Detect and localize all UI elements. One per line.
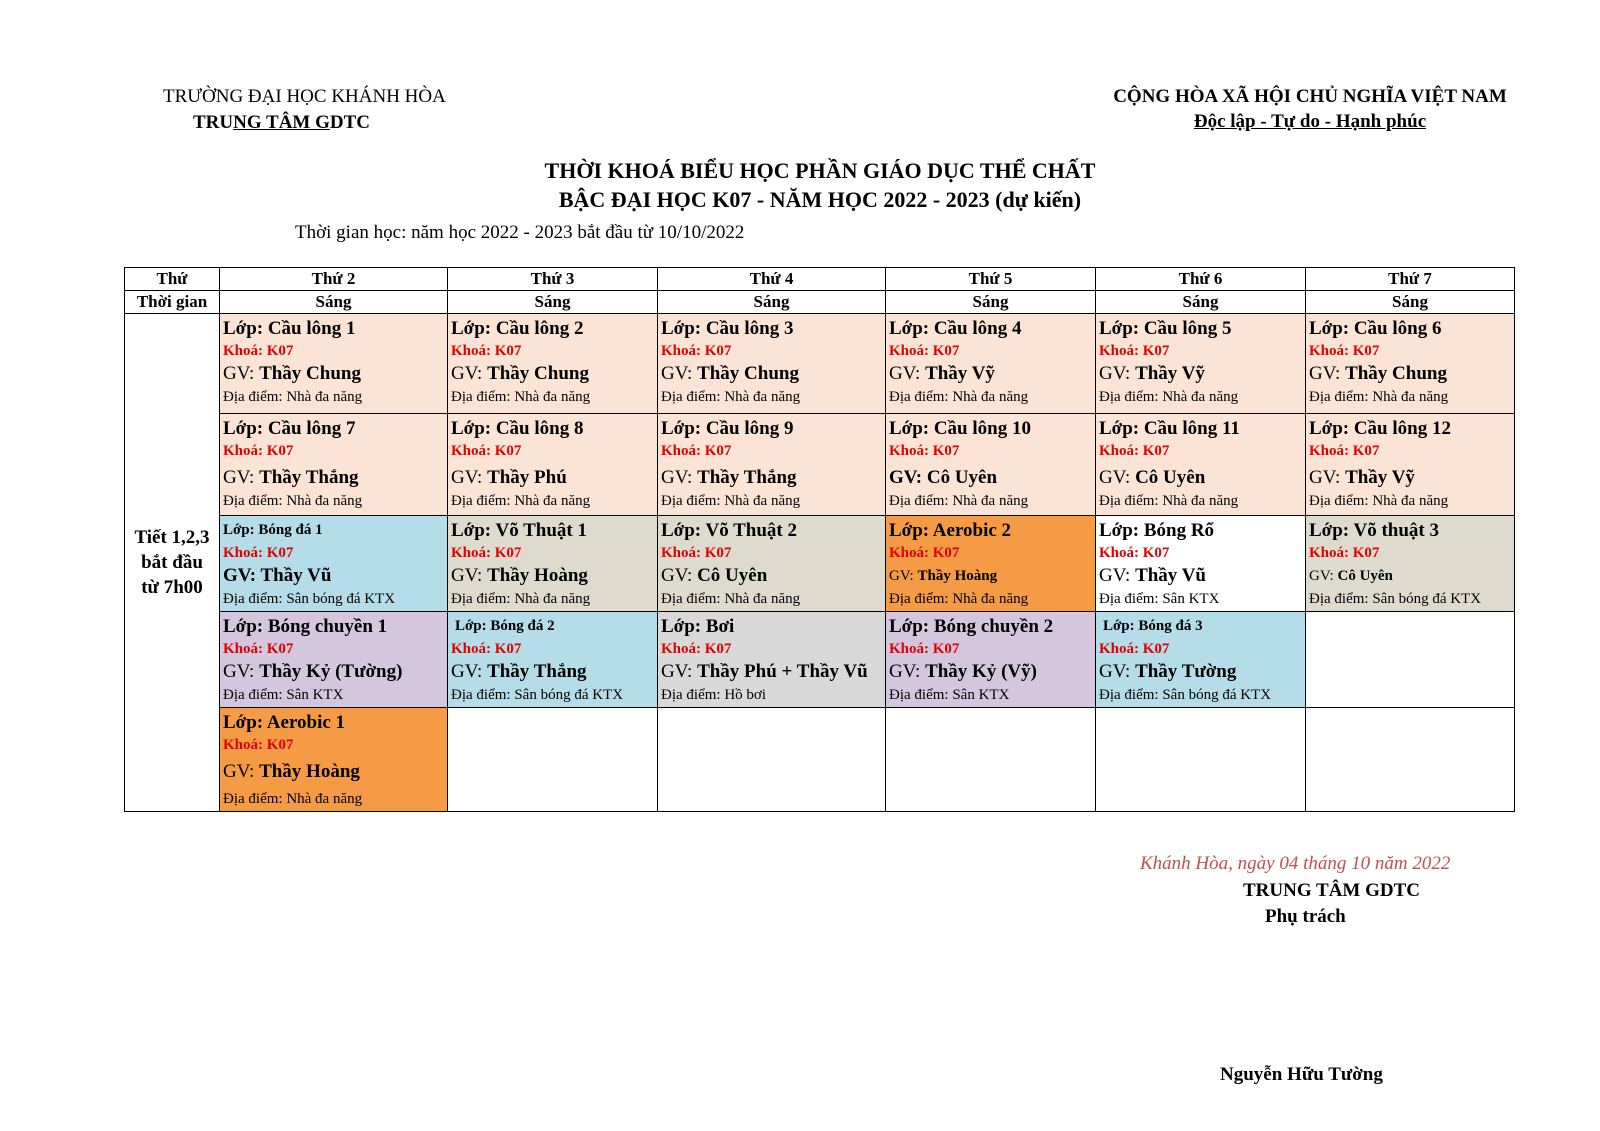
class-name: Lớp: Bóng chuyền 1 [223,616,388,637]
class-teacher: GV: Thầy Vỹ [1099,363,1205,384]
class-name: Lớp: Cầu lông 6 [1309,318,1442,339]
time-line: Tiết 1,2,3 [134,527,210,548]
class-cohort: Khoá: K07 [889,443,960,459]
class-cohort: Khoá: K07 [1099,545,1170,561]
class-location: Địa điểm: Nhà đa năng [889,493,1029,509]
session-header: Sáng [448,291,658,314]
class-cell [658,612,886,708]
time-slot [125,314,220,812]
class-location: Địa điểm: Nhà đa năng [451,389,591,405]
class-name: Lớp: Cầu lông 12 [1309,418,1451,439]
class-name: Lớp: Aerobic 1 [223,712,346,733]
empty-cell [886,708,1096,812]
class-teacher: GV: Thầy Chung [223,363,361,384]
class-cohort: Khoá: K07 [1099,343,1170,359]
class-name: Lớp: Cầu lông 7 [223,418,356,439]
document-title: THỜI KHOÁ BIỂU HỌC PHẦN GIÁO DỤC THỂ CHẤT [544,158,1096,183]
class-cell [448,314,658,414]
class-cohort: Khoá: K07 [1099,641,1170,657]
day-header: Thứ 2 [220,268,448,291]
class-cohort: Khoá: K07 [889,641,960,657]
class-cohort: Khoá: K07 [661,343,732,359]
class-location: Địa điểm: Nhà đa năng [223,493,363,509]
time-line: bắt đầu [141,552,203,573]
class-cell [1306,314,1515,414]
table-row [125,414,1515,516]
sign-role: Phụ trách [1265,906,1346,927]
class-cell [1306,516,1515,612]
empty-cell [1306,612,1515,708]
national-motto: Độc lập - Tự do - Hạnh phúc [1193,111,1427,132]
class-location: Địa điểm: Hồ bơi [661,687,766,703]
class-location: Địa điểm: Nhà đa năng [451,591,591,607]
class-location: Địa điểm: Nhà đa năng [661,493,801,509]
class-cohort: Khoá: K07 [223,737,294,753]
class-name: Lớp: Võ Thuật 1 [451,520,588,541]
class-location: Địa điểm: Nhà đa năng [661,591,801,607]
class-name: Lớp: Cầu lông 1 [223,318,356,339]
empty-cell [1096,708,1306,812]
class-teacher: GV: Thầy Vỹ [889,363,995,384]
session-header: Sáng [1306,291,1515,314]
document-subtitle: BẬC ĐẠI HỌC K07 - NĂM HỌC 2022 - 2023 (dự kiến) [558,187,1082,212]
schedule-table [124,267,1515,812]
class-teacher: GV: Thầy Vũ [1099,565,1206,586]
empty-cell [658,708,886,812]
corner-time: Thời gian [125,291,220,314]
day-header: Thứ 4 [658,268,886,291]
class-teacher: GV: Thầy Hoàng [889,568,998,584]
class-teacher: GV: Thầy Phú [451,467,567,488]
table-row [125,612,1515,708]
class-cohort: Khoá: K07 [451,545,522,561]
class-teacher: GV: Thầy Chung [1309,363,1447,384]
class-location: Địa điểm: Sân KTX [223,687,344,703]
class-cell [448,414,658,516]
class-cell [658,414,886,516]
class-cell [1096,516,1306,612]
class-teacher: GV: Thầy Phú + Thầy Vũ [661,661,868,682]
sign-date: Khánh Hòa, ngày 04 tháng 10 năm 2022 [1140,853,1451,874]
class-cell [220,314,448,414]
class-teacher: GV: Cô Uyên [889,467,998,488]
class-name: Lớp: Aerobic 2 [889,520,1012,541]
center-name-part2: NG TÂM G [233,112,330,133]
day-header: Thứ 6 [1096,268,1306,291]
center-name [193,112,370,134]
empty-cell [448,708,658,812]
class-location: Địa điểm: Nhà đa năng [223,389,363,405]
class-cell [220,708,448,812]
class-location: Địa điểm: Nhà đa năng [889,389,1029,405]
class-location: Địa điểm: Nhà đa năng [661,389,801,405]
class-teacher: GV: Thầy Chung [661,363,799,384]
class-location: Địa điểm: Nhà đa năng [223,791,363,807]
class-cohort: Khoá: K07 [1309,545,1380,561]
class-location: Địa điểm: Sân bóng đá KTX [1099,687,1272,703]
class-cohort: Khoá: K07 [451,641,522,657]
class-cohort: Khoá: K07 [661,443,732,459]
class-cell [658,516,886,612]
class-name: Lớp: Cầu lông 9 [661,418,794,439]
day-header: Thứ 3 [448,268,658,291]
class-cell [886,516,1096,612]
class-cohort: Khoá: K07 [451,343,522,359]
class-name: Lớp: Cầu lông 10 [889,418,1031,439]
header-row-days [125,268,1515,291]
class-cohort: Khoá: K07 [223,443,294,459]
class-cell [886,612,1096,708]
session-header: Sáng [1096,291,1306,314]
class-location: Địa điểm: Sân KTX [889,687,1010,703]
class-cell [1306,414,1515,516]
header-row-session [125,291,1515,314]
class-cohort: Khoá: K07 [661,545,732,561]
session-header: Sáng [886,291,1096,314]
class-name: Lớp: Bơi [661,616,735,637]
session-header: Sáng [220,291,448,314]
class-cohort: Khoá: K07 [223,641,294,657]
class-cohort: Khoá: K07 [451,443,522,459]
class-location: Địa điểm: Nhà đa năng [1309,493,1449,509]
study-time-note: Thời gian học: năm học 2022 - 2023 bắt đầu từ 10/10/2022 [295,222,745,243]
class-cohort: Khoá: K07 [223,545,294,561]
signer-name: Nguyễn Hữu Tường [1220,1064,1383,1085]
center-name-part1: TRU [193,112,234,133]
time-line: từ 7h00 [141,577,203,598]
day-header: Thứ 5 [886,268,1096,291]
national-name: CỘNG HÒA XÃ HỘI CHỦ NGHĨA VIỆT NAM [1113,86,1507,107]
class-cohort: Khoá: K07 [889,545,960,561]
class-location: Địa điểm: Sân KTX [1099,591,1220,607]
class-name: Lớp: Bóng đá 3 [1103,618,1203,634]
class-location: Địa điểm: Nhà đa năng [451,493,591,509]
class-name: Lớp: Võ Thuật 2 [661,520,798,541]
table-row [125,708,1515,812]
class-name: Lớp: Bóng đá 1 [223,522,323,538]
class-cell [448,612,658,708]
corner-day: Thứ [125,268,220,291]
class-teacher: GV: Thầy Kỷ (Tường) [223,661,403,682]
class-cohort: Khoá: K07 [223,343,294,359]
class-name: Lớp: Cầu lông 3 [661,318,794,339]
table-row [125,516,1515,612]
class-teacher: GV: Thầy Thắng [451,661,587,682]
class-cell [1096,612,1306,708]
class-name: Lớp: Võ thuật 3 [1309,520,1440,541]
class-location: Địa điểm: Sân bóng đá KTX [223,591,396,607]
class-name: Lớp: Bóng Rổ [1099,520,1215,541]
school-name: TRƯỜNG ĐẠI HỌC KHÁNH HÒA [163,86,446,107]
class-teacher: GV: Thầy Vỹ [1309,467,1415,488]
class-teacher: GV: Cô Uyên [661,565,768,586]
session-header: Sáng [658,291,886,314]
class-location: Địa điểm: Nhà đa năng [1099,389,1239,405]
class-teacher: GV: Thầy Thắng [223,467,359,488]
class-location: Địa điểm: Sân bóng đá KTX [1309,591,1482,607]
class-cell [220,612,448,708]
class-name: Lớp: Cầu lông 4 [889,318,1022,339]
class-name: Lớp: Cầu lông 8 [451,418,584,439]
empty-cell [1306,708,1515,812]
class-location: Địa điểm: Nhà đa năng [1309,389,1449,405]
day-header: Thứ 7 [1306,268,1515,291]
class-cohort: Khoá: K07 [1309,343,1380,359]
table-row [125,314,1515,414]
class-teacher: GV: Cô Uyên [1099,467,1206,488]
class-teacher: GV: Thầy Kỷ (Vỹ) [889,661,1037,682]
class-name: Lớp: Cầu lông 11 [1099,418,1240,439]
class-name: Lớp: Cầu lông 2 [451,318,584,339]
class-teacher: GV: Thầy Chung [451,363,589,384]
class-cell [658,314,886,414]
class-cohort: Khoá: K07 [889,343,960,359]
class-cell [886,314,1096,414]
class-cohort: Khoá: K07 [1099,443,1170,459]
class-teacher: GV: Cô Uyên [1309,568,1393,584]
class-teacher: GV: Thầy Hoàng [223,761,360,782]
class-name: Lớp: Cầu lông 5 [1099,318,1232,339]
class-location: Địa điểm: Nhà đa năng [1099,493,1239,509]
class-teacher: GV: Thầy Thắng [661,467,797,488]
class-teacher: GV: Thầy Tường [1099,661,1237,682]
class-name: Lớp: Bóng chuyền 2 [889,616,1054,637]
center-name-part3: DTC [329,112,371,133]
class-cell [886,414,1096,516]
class-cell [448,516,658,612]
class-cell [220,516,448,612]
class-cohort: Khoá: K07 [661,641,732,657]
sign-organization: TRUNG TÂM GDTC [1243,880,1420,901]
class-cell [1096,314,1306,414]
class-cell [220,414,448,516]
class-location: Địa điểm: Nhà đa năng [889,591,1029,607]
class-teacher: GV: Thầy Hoàng [451,565,588,586]
class-cohort: Khoá: K07 [1309,443,1380,459]
class-location: Địa điểm: Sân bóng đá KTX [451,687,624,703]
class-name: Lớp: Bóng đá 2 [455,618,555,634]
class-teacher: GV: Thầy Vũ [223,565,332,586]
class-cell [1096,414,1306,516]
